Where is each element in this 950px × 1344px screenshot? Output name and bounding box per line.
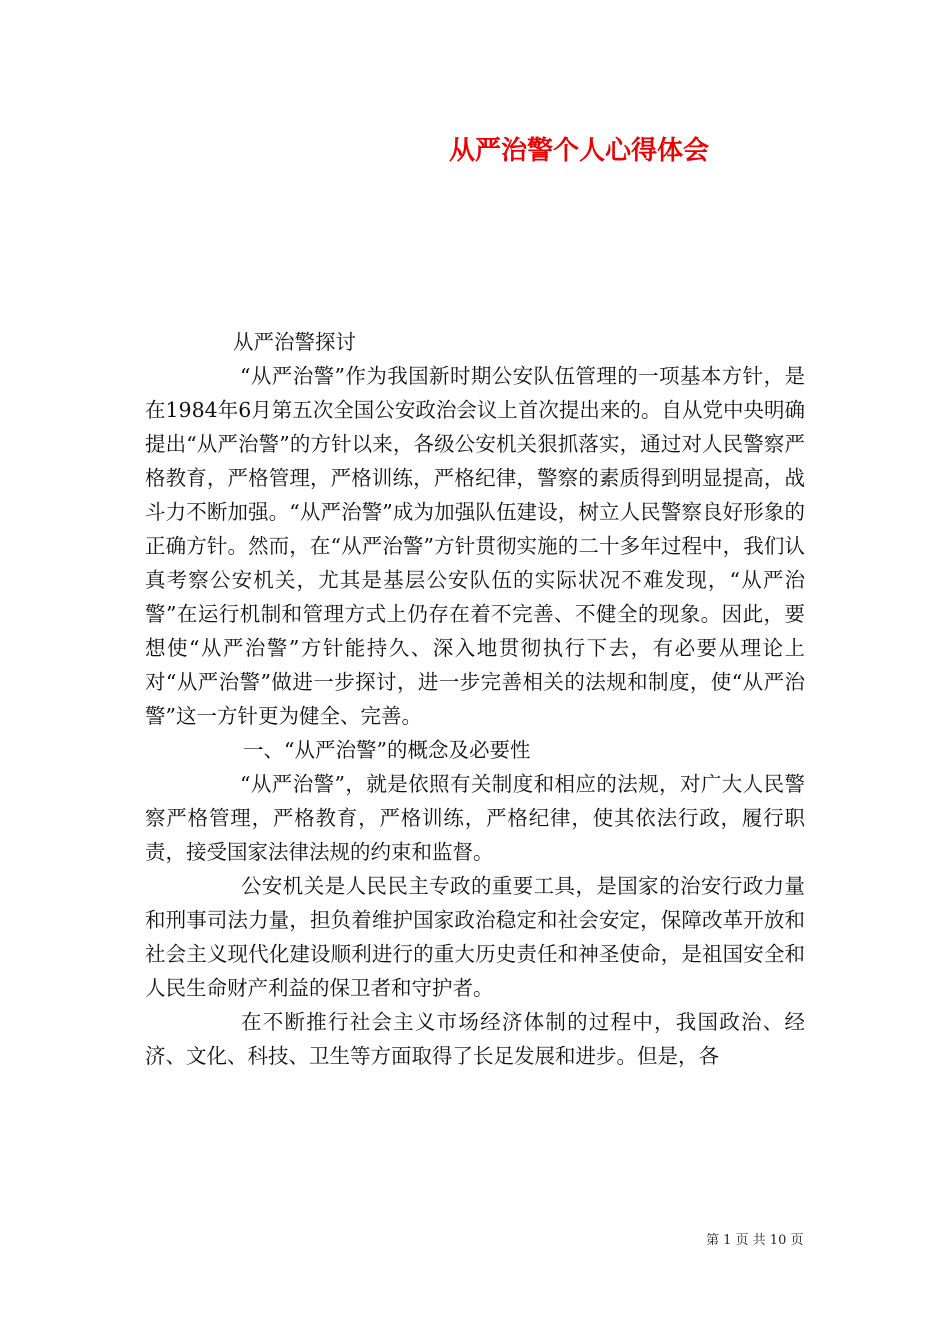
section-title: 从严治警探讨 xyxy=(233,330,356,354)
paragraph: 在不断推行社会主义市场经济体制的过程中，我国政治、经济、文化、科技、卫生等方面取得了长足发展和进步。但是，各 xyxy=(145,1010,805,1068)
paragraph: “从严治警”，就是依照有关制度和相应的法规，对广大人民警察严格管理，严格教育，严格训练，严格纪律，使其依法行政，履行职责，接受国家法律法规的约束和监督。 xyxy=(145,772,805,864)
page-footer: 第 1 页 共 10 页 xyxy=(706,1233,804,1248)
paragraph: “从严治警”作为我国新时期公安队伍管理的一项基本方针，是在1984年6月第五次全国公安政治会议上首次提出来的。自从党中央明确提出“从严治警”的方针以来，各级公安机关狠抓落实，通过对人民警察严格教育，严格管理，严格训练，严格纪律，警察的素质得到明显提高，战斗力不断加强。“从严治警”成为加强队伍建设，树立人民警察良好形象的正确方针。然而，在“从严治警”方针贯彻实施的二十多年过程中，我们认真考察公安机关，尤其是基层公安队伍的实际状况不难发现，“从严治警”在运行机制和管理方式上仍存在着不完善、不健全的现象。因此，要想使“从严治警”方针能持久、深入地贯彻执行下去，有必要从理论上对“从严治警”做进一步探讨，进一步完善相关的法规和制度，使“从严治警”这一方针更为健全、完善。 xyxy=(145,364,805,728)
section-heading: 一、“从严治警”的概念及必要性 xyxy=(243,738,531,762)
document-body xyxy=(145,325,805,1073)
paragraph: 公安机关是人民民主专政的重要工具，是国家的治安行政力量和刑事司法力量，担负着维护国家政治稳定和社会安定，保障改革开放和社会主义现代化建设顺利进行的重大历史责任和神圣使命，是祖国安全和人民生命财产利益的保卫者和守护者。 xyxy=(145,874,805,1000)
document-title: 从严治警个人心得体会 xyxy=(449,136,710,166)
